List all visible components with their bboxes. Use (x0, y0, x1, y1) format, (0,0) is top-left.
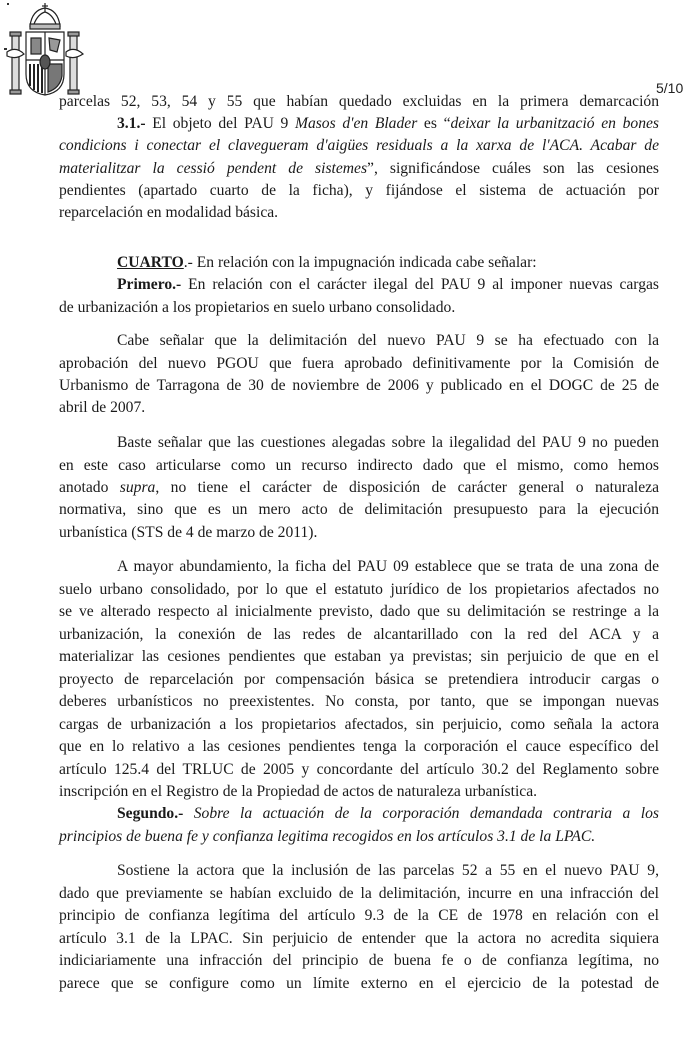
text-line: normativa, sino que es un mero acto de delimitación presupuesto para la ejecución (59, 501, 659, 518)
coat-of-arms-emblem (4, 2, 86, 98)
text-line: reparcelación en modalidad básica. (59, 204, 279, 221)
section-heading: CUARTO.- En relación con la impugnación indicada cabe señalar: (117, 254, 537, 271)
text-line: deberes urbanísticos no preexistentes. No consta, por tanto, que se impongan nuevas (59, 693, 659, 710)
text-line: anotado supra, no tiene el carácter de disposición de carácter general o naturaleza (59, 479, 659, 496)
text-line: A mayor abundamiento, la ficha del PAU 09 establece que se trata de una zona de (117, 558, 659, 575)
text-line: Sostiene la actora que la inclusión de las parcelas 52 a 55 en el nuevo PAU 9, (117, 862, 659, 879)
text-line: Segundo.- Sobre la actuación de la corporación demandada contraria a los (117, 805, 659, 822)
text-line: artículo 3.1 de la LPAC. Sin perjuicio de entender que la actora no acredita siquiera (59, 930, 659, 947)
text-line: Cabe señalar que la delimitación del nuevo PAU 9 se ha efectuado con la (117, 332, 659, 349)
text-line: abril de 2007. (59, 399, 146, 416)
section-number: 3.1.- (117, 115, 146, 132)
text-line: Primero.- En relación con el carácter ilegal del PAU 9 al imponer nuevas cargas (117, 276, 659, 293)
text-line: dado que previamente se habían excluido de la delimitación, incurre en una infracción del (59, 885, 659, 902)
scan-speck (4, 48, 7, 50)
text-line: aprobación del nuevo PGOU que fuera aprobado definitivamente por la Comisión de (59, 355, 659, 372)
text-line: parece que se configure como un límite externo en el ejercicio de la potestad de (59, 975, 659, 992)
text-line: que en lo relativo a las cesiones pendientes tenga la corporación el cauce específico del (59, 738, 659, 755)
text-line: 3.1.- El objeto del PAU 9 Masos d'en Blader es “deixar la urbanització en bones (117, 115, 660, 132)
text-line: principio de confianza legítima del artículo 9.3 de la CE de 1978 en relación con el (59, 907, 659, 924)
text-line: cargas de urbanización a los propietarios afectados, sin perjuicio, como señala la actora (59, 716, 659, 733)
text-line: en este caso articularse como un recurso indirecto dado que el mismo, como hemos (59, 457, 659, 474)
text-line: inscripción en el Registro de la Propiedad de actos de naturaleza urbanística. (59, 783, 538, 800)
text-line: de urbanización a los propietarios en suelo urbano consolidado. (59, 299, 456, 316)
text-line: materializar las cesiones pendientes que estaban ya previstas; sin perjuicio de que en el (59, 648, 659, 665)
text-line: urbanística (STS de 4 de marzo de 2011). (59, 524, 318, 541)
text-line: se ve alterado respecto al inicialmente previsto, dado que su delimitación se restringe a la (59, 603, 659, 620)
text-line: Urbanismo de Tarragona de 30 de noviembre de 2006 y publicado en el DOGC de 25 de (59, 377, 659, 394)
scan-speck (7, 3, 9, 5)
subsection-title: Segundo.- (117, 805, 184, 822)
section-title: CUARTO (117, 254, 184, 271)
text-line: materialitzar la cessió pendent de sistemes”, significándose cuáles son las cesiones (59, 160, 659, 177)
text-line: proyecto de reparcelación por compensación básica se pretendiera introducir cargas o (59, 671, 659, 688)
text-line: indiciariamente una infracción del principio de buena fe o de confianza legítima, no (59, 952, 659, 969)
text-line: artículo 125.4 del TRLUC de 2005 y concordante del artículo 30.2 del Reglamento sobre (59, 761, 659, 778)
text-line: principios de buena fe y confianza legitima recogidos en los artículos 3.1 de la LPAC. (59, 828, 596, 845)
text-line: suelo urbano consolidado, por lo que el estatuto jurídico de los propietarios afectados no (59, 581, 659, 598)
text-line: Baste señalar que las cuestiones alegadas sobre la ilegalidad del PAU 9 no pueden (117, 434, 659, 451)
text-line: urbanización, la conexión de las redes de alcantarillado con la red del ACA y a (59, 626, 659, 643)
subsection-title: Primero.- (117, 276, 182, 293)
text-line: pendientes (apartado cuarto de la ficha), y fijándose el sistema de actuación por (59, 182, 659, 199)
text-line: condicions i conectar el clavegueram d'aigües residuals a la xarxa de l'ACA. Acabar de (59, 137, 659, 154)
text-line: parcelas 52, 53, 54 y 55 que habían quedado excluidas en la primera demarcación (59, 93, 659, 110)
page-number: 5/10 (656, 80, 684, 96)
